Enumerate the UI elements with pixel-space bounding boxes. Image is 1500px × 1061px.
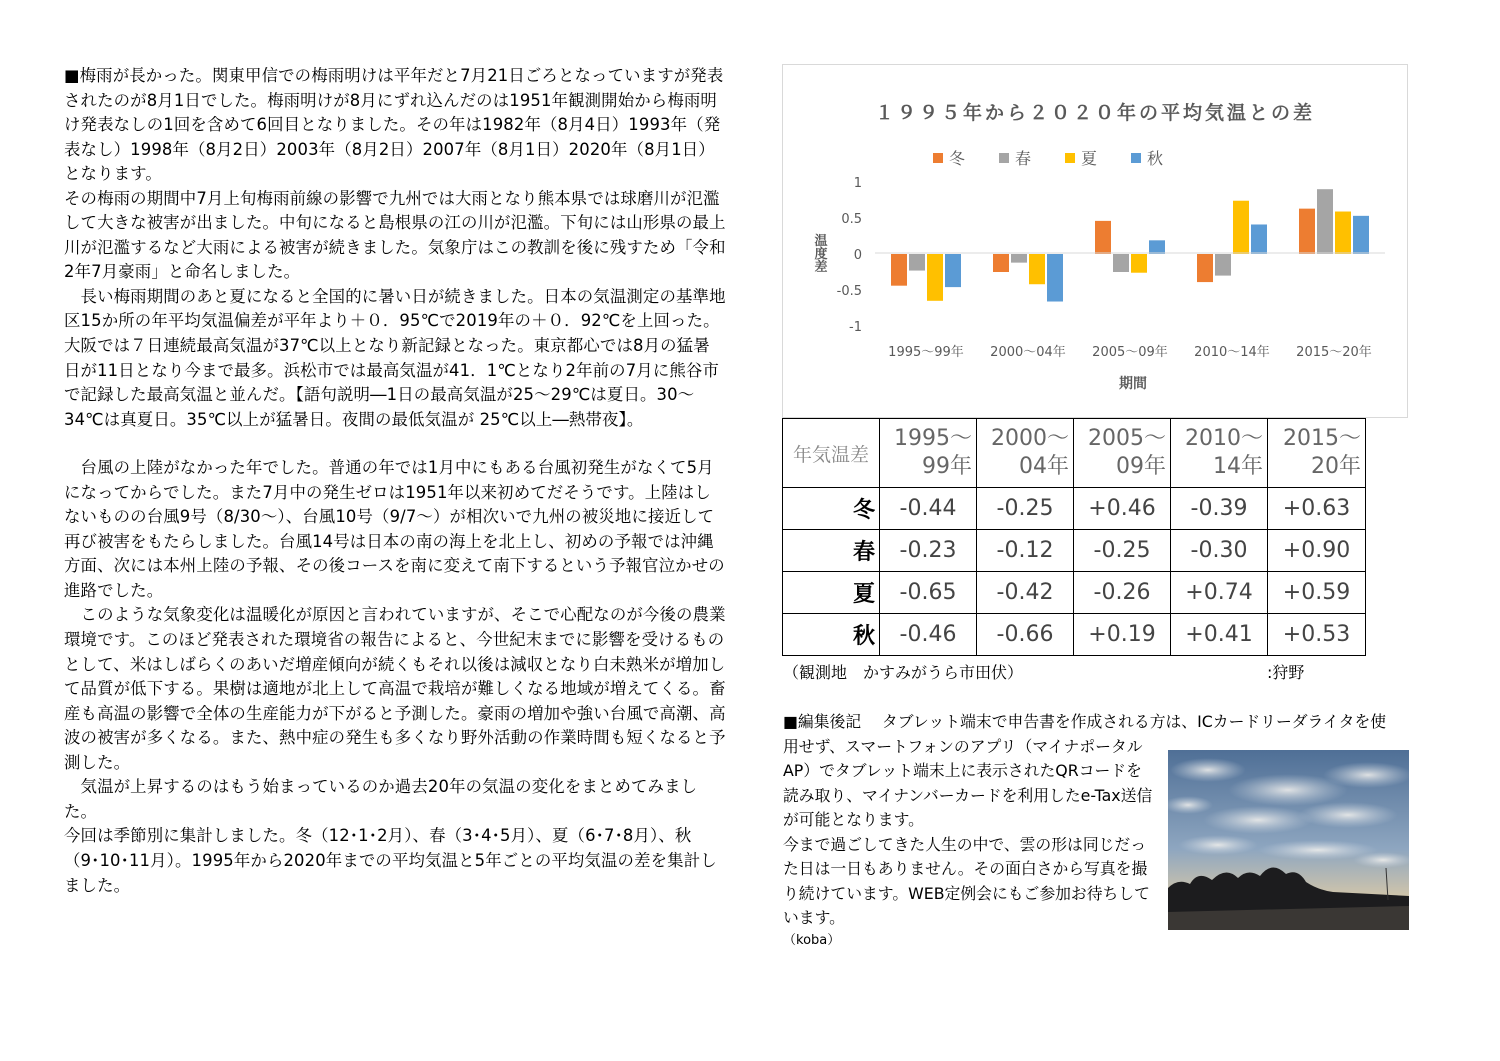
article-column — [64, 64, 726, 898]
legend-swatch — [999, 153, 1009, 163]
table-cell: -0.66 — [977, 614, 1074, 656]
bar-夏-0 — [927, 254, 943, 301]
table-row-winter — [783, 488, 1366, 530]
bar-夏-1 — [1029, 254, 1045, 284]
bar-冬-1 — [993, 254, 1009, 272]
x-tick-label: 2000～04年 — [990, 345, 1066, 360]
editor-note-etax: 用せず、スマートフォンのアプリ（マイナポータルAP）でタブレット端末上に表示されたQRコードを読み取り、マイナンバーカードを利用したe-Tax送信が可能となります。 — [783, 736, 1153, 829]
editor-note-clouds: 今まで過ごしてきた人生の中で、雲の形は同じだった日は一日もありません。その面白さから写真を撮り続けています。WEB定例会にもご参加お待ちしています。 — [783, 834, 1150, 927]
table-cell: +0.63 — [1268, 488, 1366, 530]
header-period-start: 1995～ — [894, 426, 972, 451]
legend-label: 春 — [1015, 149, 1032, 168]
table-cell: -0.42 — [977, 572, 1074, 614]
table-cell: +0.74 — [1171, 572, 1268, 614]
table-cell: -0.39 — [1171, 488, 1268, 530]
table-cell: -0.26 — [1074, 572, 1171, 614]
article-paragraph-summary: 気温が上昇するのはもう始まっているのか過去20年の気温の変化をまとめてみました。 — [64, 777, 698, 821]
header-period-end: 20年 — [1311, 454, 1361, 479]
legend-swatch — [933, 153, 943, 163]
table-header-period-1 — [880, 419, 977, 488]
table-cell: +0.41 — [1171, 614, 1268, 656]
table-cell: -0.23 — [880, 530, 977, 572]
bar-冬-3 — [1197, 254, 1213, 282]
bar-春-1 — [1011, 254, 1027, 263]
article-paragraph-typhoons: 台風の上陸がなかった年でした。普通の年では1月中にもある台風初発生がなくて5月になってからでした。また7月中の発生ゼロは1951年以来初めてだそうです。上陸はしないものの台風9号（8/30～）、台風10号（9/7～）が相次いで九州の被災地に接近して再び被害をもたらしました。台風14号は日本の南の海上を北上し、初めの予報では沖縄方面、次には本州上陸の予報、その後コースを南に変えて南下するという予報官泣かせの進路でした。 — [64, 458, 725, 600]
cloud-sky-photo-drawing — [1168, 750, 1409, 930]
editor-signature: （koba） — [783, 932, 841, 948]
header-period-end: 99年 — [922, 454, 972, 479]
article-paragraph-heat: 長い梅雨期間のあと夏になると全国的に暑い日が続きました。日本の気温測定の基準地区15か所の年平均気温偏差が平年より＋０．95℃で2019年の＋０．92℃を上回った。大阪では７日連続最高気温が37℃以上となり新記録となった。東京都心では8月の猛暑日が11日となり今まで最多。浜松市では最高気温が41．1℃となり2年前の7月に熊谷市で記録した最高気温と並んだ。【語句説明―1日の最高気温が25～29℃は夏日。30～34℃は真夏日。35℃以上が猛暑日。夜間の最低気温が 25℃以上―熱帯夜】。 — [64, 286, 726, 429]
bar-秋-4 — [1353, 216, 1369, 254]
bar-秋-2 — [1149, 240, 1165, 254]
legend-label: 秋 — [1147, 149, 1164, 168]
table-row-autumn — [783, 614, 1366, 656]
table-header-period-4 — [1171, 419, 1268, 488]
article-paragraph-agriculture: このような気象変化は温暖化が原因と言われていますが、そこで心配なのが今後の農業環境です。このほど発表された環境省の報告によると、今世紀末までに影響を受けるものとして、米はしばらくのあいだ増産傾向が続くもそれ以後は減収となり白未熟米が増加して品質が低下する。果樹は適地が北上して高温で栽培が難しくなる地域が増えてくる。畜産も高温の影響で全体の生産能力が下がると予測した。豪雨の増加や強い台風で高潮、高波の被害が多くなる。また、熱中症の発生も多くなり野外活動の作業時間も短くなると予測した。 — [64, 605, 726, 772]
table-cell: -0.46 — [880, 614, 977, 656]
paragraph-gap — [64, 432, 726, 456]
bar-冬-2 — [1095, 221, 1111, 254]
y-tick-label: -0.5 — [836, 284, 862, 299]
bar-夏-4 — [1335, 212, 1351, 254]
table-cell: +0.19 — [1074, 614, 1171, 656]
header-period-start: 2000～ — [991, 426, 1069, 451]
y-tick-label: -1 — [849, 320, 862, 335]
bar-秋-3 — [1251, 224, 1267, 254]
article-paragraph-rainy-season: ■梅雨が長かった。関東甲信での梅雨明けは平年だと7月21日ごろとなっていますが発表されたのが8月1日でした。梅雨明けが8月にずれ込んだのは1951年観測開始から梅雨明け発表なしの1回を含めて6回目となりました。その年は1982年（8月4日）1993年（発表なし）1998年（8月2日）2003年（8月2日）2007年（8月1日）2020年（8月1日）となります。 — [64, 66, 724, 184]
table-cell: -0.65 — [880, 572, 977, 614]
bar-冬-4 — [1299, 209, 1315, 254]
y-tick-label: 0.5 — [841, 212, 862, 227]
temperature-difference-table — [782, 418, 1366, 656]
chart-title: １９９５年から２０２０年の平均気温との差 — [874, 102, 1316, 124]
table-row-spring — [783, 530, 1366, 572]
bar-冬-0 — [891, 254, 907, 286]
x-tick-label: 2005～09年 — [1092, 345, 1168, 360]
chart-y-axis-label: 温度差 — [811, 233, 827, 273]
x-tick-label: 1995～99年 — [888, 345, 964, 360]
legend-swatch — [1065, 153, 1075, 163]
table-cell: -0.12 — [977, 530, 1074, 572]
bar-夏-3 — [1233, 201, 1249, 254]
table-cell: +0.90 — [1268, 530, 1366, 572]
table-header-period-2 — [977, 419, 1074, 488]
bar-秋-1 — [1047, 254, 1063, 302]
legend-label: 夏 — [1081, 149, 1098, 168]
y-tick-label: 1 — [853, 176, 862, 191]
legend-swatch — [1131, 153, 1141, 163]
chart-x-axis-label: 期間 — [1119, 376, 1147, 392]
observation-credit — [783, 662, 1343, 684]
x-tick-label: 2015～20年 — [1296, 345, 1372, 360]
table-header-period-3 — [1074, 419, 1171, 488]
header-period-start: 2005～ — [1088, 426, 1166, 451]
article-paragraph-floods: その梅雨の期間中7月上旬梅雨前線の影響で九州では大雨となり熊本県では球磨川が氾濫して大きな被害が出ました。中旬になると島根県の江の川が氾濫。下旬には山形県の最上川が氾濫するなど大雨による被害が続きました。気象庁はこの教訓を後に残すため「令和2年7月豪雨」と命名しました。 — [64, 188, 726, 282]
chart-bars — [891, 189, 1369, 301]
observation-location: （観測地 かすみがうら市田伏） — [783, 663, 1024, 682]
season-label-summer: 夏 — [783, 572, 880, 614]
chart-legend — [933, 149, 1163, 168]
table-cell: -0.25 — [1074, 530, 1171, 572]
chart-x-axis — [888, 344, 1372, 360]
legend-label: 冬 — [949, 149, 966, 168]
header-period-end: 04年 — [1019, 454, 1069, 479]
header-period-start: 2015～ — [1283, 426, 1361, 451]
season-label-autumn: 秋 — [783, 614, 880, 656]
chart-svg — [783, 65, 1407, 417]
bar-春-4 — [1317, 189, 1333, 254]
table-cell: -0.30 — [1171, 530, 1268, 572]
table-cell: -0.25 — [977, 488, 1074, 530]
table-cell: +0.53 — [1268, 614, 1366, 656]
table-header-period-5 — [1268, 419, 1366, 488]
bar-夏-2 — [1131, 254, 1147, 273]
bar-春-2 — [1113, 254, 1129, 272]
table-cell: +0.46 — [1074, 488, 1171, 530]
season-label-winter: 冬 — [783, 488, 880, 530]
bar-春-3 — [1215, 254, 1231, 276]
header-period-end: 09年 — [1116, 454, 1166, 479]
editor-note-heading-line: ■編集後記 タブレット端末で申告書を作成される方は、ICカードリーダライタを使 — [783, 712, 1387, 731]
x-tick-label: 2010～14年 — [1194, 345, 1270, 360]
cloud-sky-photo — [1168, 750, 1409, 930]
bar-春-0 — [909, 254, 925, 271]
header-period-start: 2010～ — [1185, 426, 1263, 451]
table-row-summer — [783, 572, 1366, 614]
observation-author: :狩野 — [1267, 663, 1305, 682]
article-paragraph-method: 今回は季節別に集計しました。冬（12･1･2月）、春（3･4･5月）、夏（6･7･8月）、秋（9･10･11月）。1995年から2020年までの平均気温と5年ごとの平均気温の差を集計しました。 — [64, 826, 717, 895]
season-label-spring: 春 — [783, 530, 880, 572]
table-cell: +0.59 — [1268, 572, 1366, 614]
chart-y-axis — [837, 176, 862, 335]
y-tick-label: 0 — [853, 248, 862, 263]
header-period-end: 14年 — [1213, 454, 1263, 479]
table-corner-label: 年気温差 — [783, 419, 880, 488]
bar-秋-0 — [945, 254, 961, 287]
table-header-row — [783, 419, 1366, 488]
temperature-difference-chart — [782, 64, 1408, 418]
table-cell: -0.44 — [880, 488, 977, 530]
